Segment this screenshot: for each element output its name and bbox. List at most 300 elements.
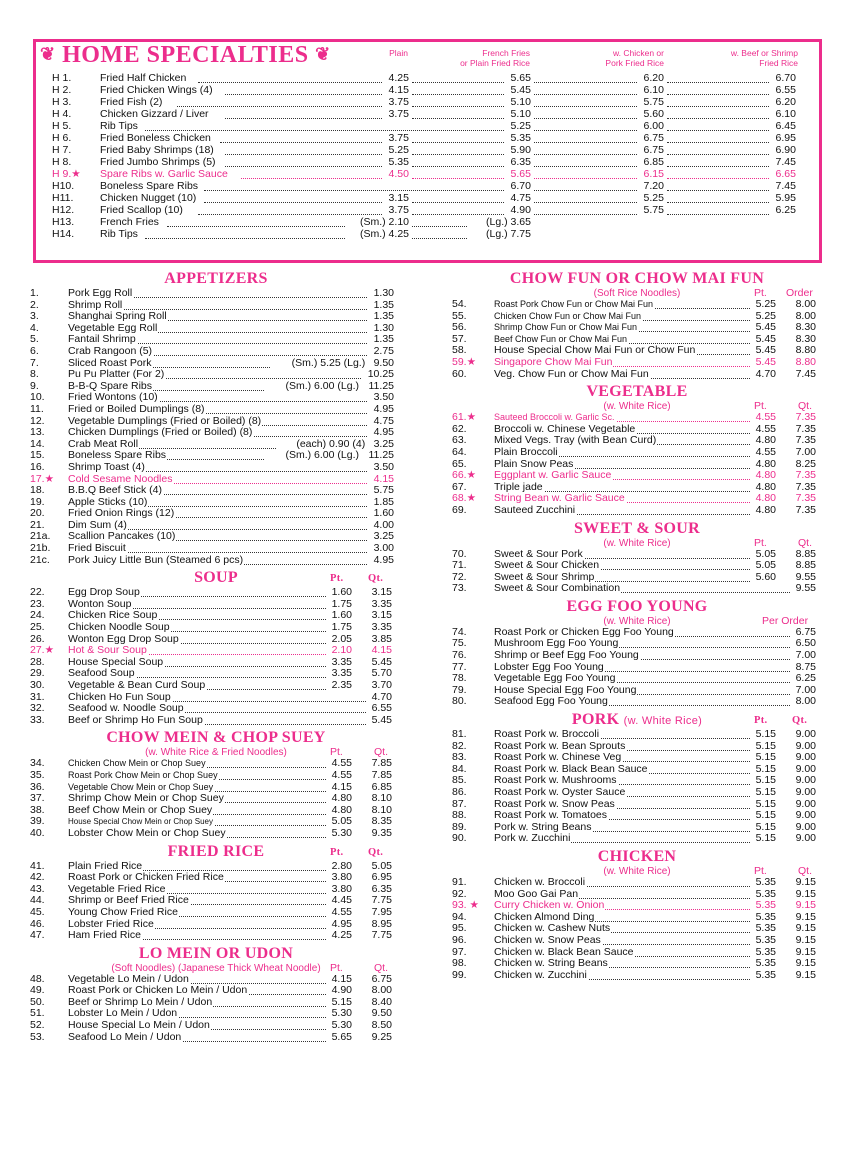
item-name: Fried Scallop (10)	[100, 204, 183, 216]
hs-row	[52, 96, 800, 108]
item-number: 16.	[30, 460, 45, 473]
item-price: 7.00	[795, 649, 816, 662]
item-number: 86.	[452, 786, 467, 798]
home-specialties-heading: HOME SPECIALTIES	[62, 42, 309, 68]
item-name: House Special Chow Mein or Chop Suey	[68, 817, 213, 827]
dot-leader	[667, 72, 769, 83]
item-price-qt: 9.15	[795, 945, 816, 958]
item-number: H11.	[52, 192, 74, 204]
item-price-pt: 5.15	[755, 762, 776, 775]
item-price: 10.25	[367, 368, 394, 381]
item-price-qt: 9.00	[795, 809, 816, 822]
item-name: Roast Pork Chow Fun or Chow Mai Fun	[494, 299, 654, 309]
item-price-qt: 3.35	[371, 621, 392, 634]
item-number: 6.	[30, 344, 39, 357]
item-size-price: (each) 0.90 (4)	[296, 437, 366, 450]
item-name: Vegetable Dumplings (Fried or Boiled) (8)	[68, 414, 262, 427]
item-number: 37.	[30, 792, 45, 805]
dot-leader	[177, 96, 381, 107]
list-item	[30, 872, 402, 884]
item-price-pt: 5.15	[755, 797, 776, 810]
item-price-pt: 4.55	[755, 411, 776, 424]
item-name: Fried Fish (2)	[100, 96, 163, 108]
item-name: B.B.Q Beef Stick (4)	[68, 484, 162, 497]
dot-leader	[412, 228, 467, 239]
item-number: 53.	[30, 1030, 45, 1043]
item-name: Seafood Lo Mein / Udon	[68, 1030, 182, 1043]
item-price-qt: 3.15	[371, 586, 392, 599]
item-number: H 1.	[52, 72, 72, 84]
col-head-pt: Pt.	[754, 536, 767, 549]
item-name: String Bean w. Garlic Sauce	[494, 492, 625, 505]
item-number: 2.	[30, 298, 39, 311]
item-name: Sweet & Sour Pork	[494, 547, 583, 560]
section-appetizers	[30, 270, 402, 566]
hs-row	[52, 120, 800, 132]
item-number: 26.	[30, 632, 45, 645]
item-name: Pork Juicy Little Bun (Steamed 6 pcs)	[68, 553, 244, 566]
item-number: 95.	[452, 922, 467, 935]
dot-leader	[667, 156, 769, 167]
item-price: 8.00	[795, 695, 816, 708]
col-head-qt: Qt.	[368, 846, 384, 858]
item-price: 6.50	[795, 637, 816, 650]
item-number: H13.	[52, 216, 75, 228]
item-price-pt: 5.15	[755, 820, 776, 833]
section-chicken	[452, 848, 822, 981]
item-name: Shrimp Toast (4)	[68, 460, 145, 473]
section-title	[452, 598, 822, 616]
item-name: Shrimp Roll	[68, 298, 123, 311]
item-price: 11.25	[368, 379, 394, 392]
section-title	[452, 520, 822, 538]
list-item	[452, 970, 822, 982]
item-price-pt: 5.15	[755, 786, 776, 798]
list-item	[452, 877, 822, 889]
dot-leader	[412, 108, 504, 119]
item-price: 5.35	[510, 132, 531, 144]
item-name: Chicken w. Snow Peas	[494, 933, 601, 946]
item-number: 72.	[452, 570, 467, 583]
item-price: 5.25	[388, 144, 409, 156]
item-name: Roast Pork or Chicken Lo Mein / Udon	[68, 984, 248, 997]
item-price: 6.90	[775, 144, 796, 156]
item-price: 6.95	[775, 132, 796, 144]
item-price-pt: 5.15	[755, 751, 776, 764]
item-name: Chicken Nugget (10)	[100, 192, 197, 204]
list-item	[452, 787, 822, 799]
item-name: French Fries	[100, 216, 159, 228]
item-price-qt: 8.10	[371, 792, 392, 805]
item-price-qt: 9.15	[795, 899, 816, 912]
item-number: 71.	[452, 559, 467, 572]
item-number: 77.	[452, 660, 467, 673]
item-name: Vegetable Egg Foo Young	[494, 672, 616, 685]
menu-column-right	[452, 270, 822, 981]
item-number: 20.	[30, 507, 45, 520]
item-price-qt: 9.00	[795, 762, 816, 775]
item-price-pt: 1.75	[331, 621, 352, 634]
item-name: Sweet & Sour Shrimp	[494, 570, 595, 583]
hs-col-chicken-pork-rice: w. Chicken or Pork Fried Rice	[605, 48, 664, 68]
item-price: 6.15	[643, 168, 664, 180]
item-number: 7.	[30, 356, 39, 369]
item-number: 56.	[452, 321, 467, 334]
hs-row	[52, 156, 800, 168]
item-number: 5.	[30, 333, 39, 346]
section-title	[30, 843, 402, 861]
item-price: (Sm.) 2.10	[359, 216, 409, 228]
item-name: Eggplant w. Garlic Sauce	[494, 469, 612, 482]
item-price: 6.10	[775, 108, 796, 120]
item-number: 11.	[30, 402, 44, 415]
item-name: Ham Fried Rice	[68, 929, 141, 942]
item-number: 83.	[452, 751, 467, 764]
item-price-pt: 5.15	[755, 739, 776, 752]
item-name: Fried Baby Shrimps (18)	[100, 144, 214, 156]
item-price: 5.75	[373, 484, 394, 497]
item-name: Lobster Chow Mein or Chop Suey	[68, 826, 226, 839]
item-name: Boneless Spare Ribs	[68, 449, 167, 462]
item-price-pt: 4.70	[755, 367, 776, 380]
item-number: 75.	[452, 637, 467, 650]
item-price-pt: 4.55	[331, 905, 352, 918]
list-item	[30, 346, 402, 358]
dot-leader	[412, 204, 504, 215]
item-name: Dim Sum (4)	[68, 518, 127, 531]
dot-leader	[667, 132, 769, 143]
item-price-pt: 4.80	[755, 492, 776, 505]
item-number: H 2.	[52, 84, 72, 96]
item-name: Pork Egg Roll	[68, 287, 133, 299]
item-price-pt: 4.55	[331, 768, 352, 781]
item-price-pt: 5.35	[755, 945, 776, 958]
dot-leader	[145, 228, 345, 239]
item-number: 50.	[30, 995, 45, 1008]
list-item	[452, 470, 822, 482]
item-price-qt: 9.15	[795, 933, 816, 946]
item-name: Pork w. Zucchini	[494, 832, 571, 845]
dot-leader	[534, 156, 637, 167]
item-price: 4.75	[373, 414, 394, 427]
item-price: 4.15	[373, 472, 394, 485]
dot-leader	[534, 144, 637, 155]
item-price-qt: 5.70	[371, 667, 392, 680]
dot-leader	[225, 84, 382, 95]
item-name: Roast Pork w. Black Bean Sauce	[494, 762, 648, 775]
item-number: 41.	[30, 859, 45, 872]
item-price-qt: 9.15	[795, 922, 816, 935]
hs-row	[52, 180, 800, 192]
item-price-qt: 9.15	[795, 968, 816, 981]
item-price: 3.50	[373, 391, 394, 404]
home-specialties-list	[52, 72, 800, 240]
item-price: 9.50	[373, 356, 394, 369]
item-price: 4.95	[373, 402, 394, 415]
item-price: 3.50	[373, 460, 394, 473]
item-number: 82.	[452, 739, 467, 752]
dot-leader	[225, 108, 382, 119]
item-name: Chicken Chow Fun or Chow Mai Fun	[494, 310, 642, 321]
item-number: 34.	[30, 757, 45, 770]
item-price-qt: 7.35	[795, 411, 816, 424]
item-number: 85.	[452, 774, 467, 787]
item-price-pt: 5.05	[755, 559, 776, 572]
section-subtitle: (w. White Rice) Pt. Qt.	[603, 536, 813, 549]
item-name: Chicken Noodle Soup	[68, 621, 170, 634]
item-price: 1.35	[373, 298, 394, 311]
item-name: Fried Onion Rings (12)	[68, 507, 175, 520]
item-name: Shrimp Chow Mein or Chop Suey	[68, 792, 224, 805]
item-price-pt: 5.45	[755, 321, 776, 334]
item-name: Plain Fried Rice	[68, 859, 143, 872]
item-name: Shrimp or Beef Egg Foo Young	[494, 649, 639, 662]
item-price-pt: 5.35	[755, 933, 776, 946]
item-price-qt: 9.00	[795, 820, 816, 833]
hs-col-french-fries: French Fries or Plain Fried Rice	[460, 48, 530, 68]
dot-leader	[220, 132, 382, 143]
section-title	[30, 569, 402, 587]
item-price-qt: 9.00	[795, 832, 816, 845]
section-title-text: CHOW MEIN & CHOP SUEY	[106, 729, 326, 747]
item-name: Fried or Boiled Dumplings (8)	[68, 402, 205, 415]
item-name: Chicken Almond Ding	[494, 910, 595, 923]
item-price-pt: 4.25	[331, 929, 352, 942]
item-price-pt: 4.80	[331, 803, 352, 816]
item-name: Shanghai Spring Roll	[68, 310, 167, 323]
section-subtitle: (Soft Rice Noodles) Pt. Order	[593, 287, 813, 299]
dot-leader	[412, 72, 504, 83]
col-head-qt: Qt.	[374, 961, 389, 974]
item-number: 21c.	[30, 553, 50, 566]
item-name: Pu Pu Platter (For 2)	[68, 368, 165, 381]
col-head-pt: Pt.	[754, 715, 768, 727]
item-name: Fried Jumbo Shrimps (5)	[100, 156, 216, 168]
item-price-pt: 5.15	[331, 995, 352, 1008]
list-item	[452, 935, 822, 947]
list-item	[452, 299, 822, 311]
hs-row	[52, 144, 800, 156]
item-number: 13.	[30, 426, 45, 439]
item-number: 45.	[30, 905, 45, 918]
item-number: 4.	[30, 321, 39, 334]
item-name: Chicken Gizzard / Liver	[100, 108, 209, 120]
item-price: 1.60	[373, 507, 394, 520]
col-head-pt: Pt.	[330, 746, 343, 759]
item-name: Pork w. String Beans	[494, 820, 592, 833]
item-price-qt: 7.00	[795, 445, 816, 458]
item-price-pt: 5.15	[755, 809, 776, 822]
col-head-pt: Pt.	[754, 400, 767, 413]
item-name: Fantail Shrimp	[68, 333, 136, 346]
item-number: 19.	[30, 495, 45, 508]
item-number: 97.	[452, 945, 467, 958]
item-price-qt: 8.40	[371, 995, 392, 1008]
dot-leader	[204, 192, 382, 203]
section-title-text: APPETIZERS	[164, 270, 268, 287]
item-price-pt: 5.65	[331, 1030, 352, 1043]
item-number: 27.★	[30, 644, 55, 657]
section-title-text: SWEET & SOUR	[573, 519, 700, 537]
item-price: 1.85	[373, 495, 394, 508]
dot-leader	[167, 216, 345, 227]
item-price: 7.45	[775, 180, 796, 192]
item-number: 67.	[452, 480, 467, 493]
item-name: Mushroom Egg Foo Young	[494, 637, 619, 650]
item-price-qt: 3.85	[371, 632, 392, 645]
list-item	[30, 485, 402, 497]
item-price: 2.75	[373, 344, 394, 357]
list-item	[30, 715, 402, 727]
item-price: 5.75	[643, 204, 664, 216]
item-price-pt: 5.45	[755, 332, 776, 345]
item-name: Lobster Egg Foo Young	[494, 660, 604, 673]
dot-leader	[534, 204, 637, 215]
section-subtitle: (w. White Rice)	[623, 715, 703, 728]
col-head-pt: Pt.	[330, 961, 343, 974]
item-number: H 6.	[52, 132, 72, 144]
list-item	[30, 462, 402, 474]
item-price: 5.25	[643, 192, 664, 204]
dot-leader	[534, 84, 637, 95]
dot-leader	[667, 180, 769, 191]
item-price-qt: 9.00	[795, 728, 816, 741]
section-subtitle: (w. White Rice) Pt. Qt.	[603, 864, 813, 877]
item-price-qt: 5.45	[371, 655, 392, 668]
dot-leader	[412, 216, 467, 227]
item-number: 92.	[452, 887, 467, 900]
item-price: 4.95	[373, 426, 394, 439]
section-subtitle: (w. White Rice) Per Order	[603, 614, 809, 627]
item-number: 21.	[30, 518, 45, 531]
item-name: Curry Chicken w. Onion	[494, 899, 605, 912]
item-number: 15.	[30, 449, 45, 462]
item-price-qt: 8.80	[795, 344, 816, 357]
item-name: Roast Pork w. Snow Peas	[494, 797, 615, 810]
item-number: 55.	[452, 309, 467, 322]
item-price: 1.30	[373, 321, 394, 334]
dot-leader	[534, 72, 637, 83]
item-name: Chicken Chow Mein or Chop Suey	[68, 758, 206, 769]
item-name: Wonton Egg Drop Soup	[68, 632, 179, 645]
section-title	[30, 945, 402, 963]
section-title-text: LO MEIN OR UDON	[138, 944, 294, 962]
item-name: Chicken Ho Fun Soup	[68, 690, 171, 703]
item-price-qt: 7.35	[795, 434, 816, 447]
item-name: Sweet & Sour Chicken	[494, 559, 600, 572]
item-price-qt: 6.55	[371, 702, 392, 715]
section-title	[30, 729, 402, 747]
item-number: 21b.	[30, 542, 51, 555]
item-name: Seafood Egg Foo Young	[494, 695, 608, 708]
item-price: 6.65	[775, 168, 796, 180]
dot-leader	[534, 168, 637, 179]
col-head-qt: Qt.	[374, 746, 389, 759]
item-price-qt: 9.15	[795, 887, 816, 900]
section-title-text: VEGETABLE	[586, 383, 688, 401]
item-price-qt: 9.00	[795, 774, 816, 787]
dot-leader	[204, 180, 504, 191]
section-subtitle: (w. White Rice & Fried Noodles) Pt. Qt.	[145, 746, 389, 759]
item-price-pt: 4.15	[331, 972, 352, 985]
hs-row	[52, 108, 800, 120]
item-number: 17.★	[30, 472, 55, 485]
item-name: Veg. Chow Fun or Chow Mai Fun	[494, 367, 649, 380]
item-number: 29.	[30, 667, 45, 680]
list-item	[452, 412, 822, 424]
item-price: 3.15	[388, 192, 409, 204]
item-price-pt: 5.60	[755, 570, 776, 583]
section-vegetable	[452, 383, 822, 516]
list-item	[30, 427, 402, 439]
item-price: 6.25	[775, 204, 796, 216]
hs-row	[52, 216, 800, 228]
item-price-qt: 9.35	[371, 826, 392, 839]
item-name: Plain Snow Peas	[494, 457, 574, 470]
list-item	[30, 369, 402, 381]
dot-leader	[667, 96, 769, 107]
item-name: Apple Sticks (10)	[68, 495, 148, 508]
list-item	[452, 958, 822, 970]
item-price-pt: 5.05	[755, 547, 776, 560]
item-price-qt: 4.15	[371, 644, 392, 657]
item-price: 5.60	[643, 108, 664, 120]
item-name: Hot & Sour Soup	[68, 644, 147, 657]
dot-leader	[412, 144, 504, 155]
item-price-qt: 8.10	[371, 803, 392, 816]
item-name: Roast Pork w. Mushrooms	[494, 774, 617, 787]
dot-leader	[412, 96, 504, 107]
list-item	[452, 650, 822, 662]
item-number: 40.	[30, 826, 45, 839]
item-name: Vegetable Egg Roll	[68, 321, 158, 334]
item-name: Mixed Vegs. Tray (with Bean Curd)	[494, 434, 657, 447]
list-item	[30, 930, 402, 942]
section-sweet-sour	[452, 520, 822, 595]
item-size-price: (Sm.) 6.00 (Lg.)	[285, 449, 359, 462]
list-item	[452, 560, 822, 572]
item-name: Roast Pork or Chicken Egg Foo Young	[494, 625, 674, 638]
item-name: Beef or Shrimp Lo Mein / Udon	[68, 995, 213, 1008]
item-price-qt: 7.85	[371, 768, 392, 781]
item-price: 5.10	[510, 108, 531, 120]
dot-leader	[534, 192, 637, 203]
item-name: Beef Chow Mein or Chop Suey	[68, 803, 213, 816]
item-price-pt: 5.35	[755, 887, 776, 900]
item-price-pt: 5.30	[331, 826, 352, 839]
item-price-qt: 9.00	[795, 751, 816, 764]
col-head-qt: Qt.	[792, 715, 808, 727]
item-number: 1.	[30, 287, 39, 299]
item-price-qt: 9.00	[795, 797, 816, 810]
item-name: Shrimp Chow Fun or Chow Mai Fun	[494, 322, 638, 333]
item-price-pt: 4.95	[331, 917, 352, 930]
item-name: Moo Goo Gai Pan	[494, 887, 579, 900]
item-name: Vegetable Fried Rice	[68, 882, 166, 895]
item-price-pt: 3.80	[331, 882, 352, 895]
item-price-pt: 5.15	[755, 832, 776, 845]
section-soup	[30, 569, 402, 726]
hs-row	[52, 168, 800, 180]
item-number: 25.	[30, 621, 45, 634]
item-price: 6.45	[775, 120, 796, 132]
dot-leader	[412, 132, 504, 143]
section-egg-foo-young	[452, 598, 822, 708]
item-number: H 9.★	[52, 168, 81, 180]
dot-leader	[667, 108, 769, 119]
item-price: 6.20	[775, 96, 796, 108]
item-price-qt: 8.30	[795, 332, 816, 345]
